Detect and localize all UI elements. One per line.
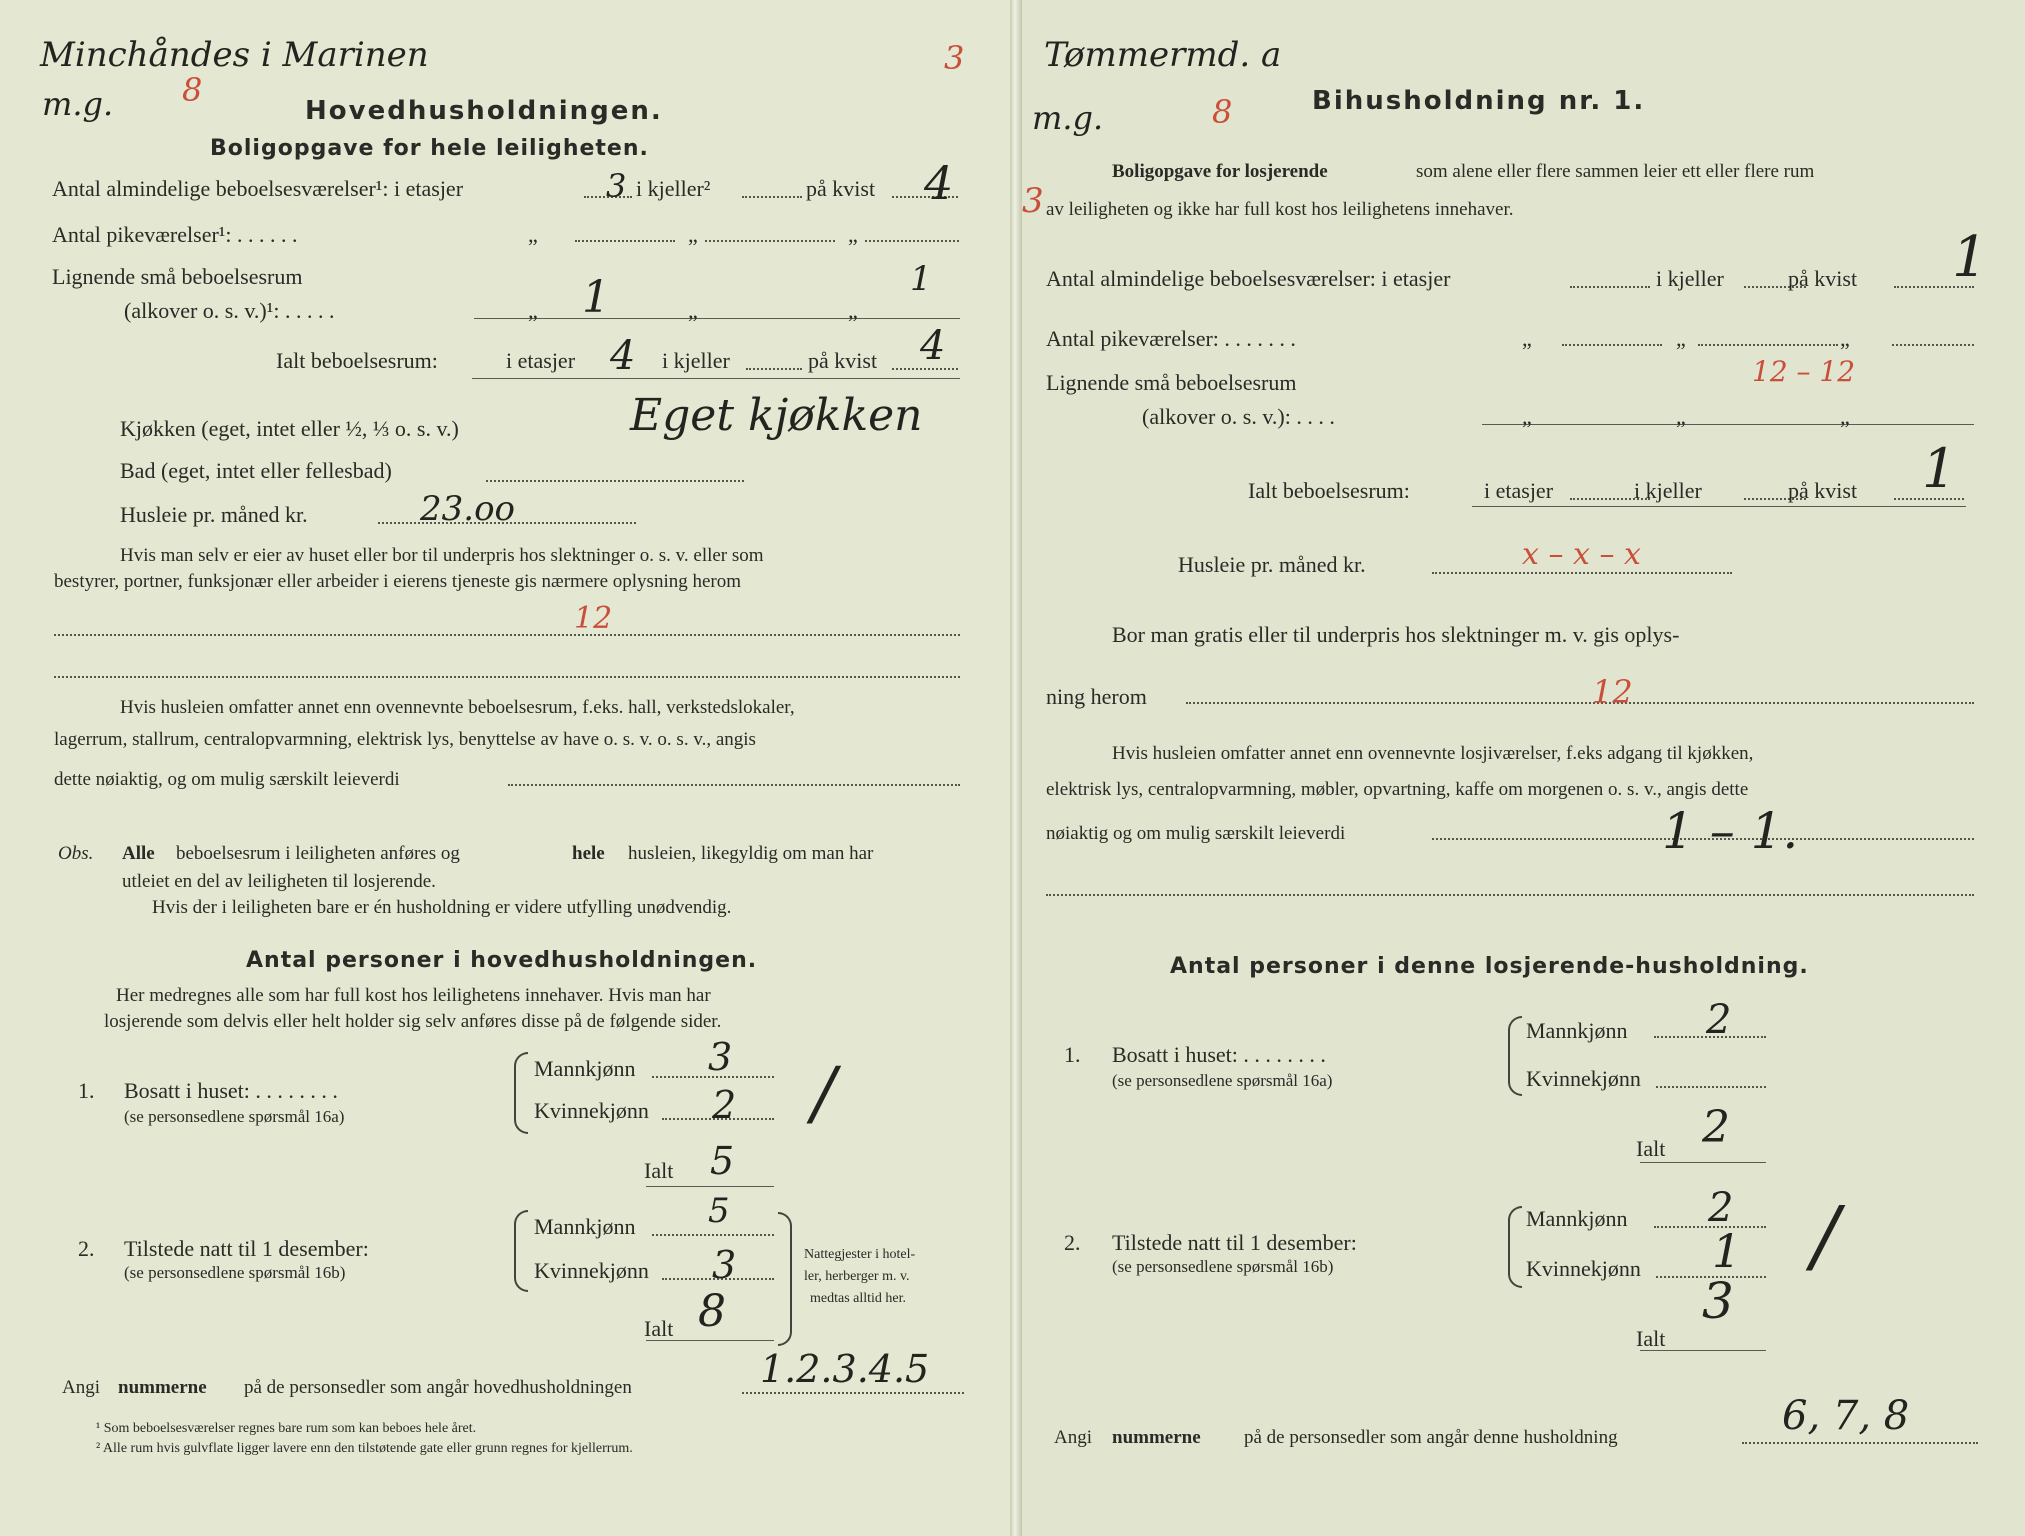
ditto-mark: „ [688,222,698,247]
kvist-label: på kvist [1788,478,1858,503]
alkover-sub-label: (alkover o. s. v.): . . . . [1142,404,1335,429]
handwritten-occupation: Minchåndes i Marinen [40,35,429,75]
extras-instructions: Hvis husleien omfatter annet enn ovennevnte beboelsesrum, f.eks. hall, verkstedslokaler, [120,697,795,718]
person-numbers-value: 6, 7, 8 [1782,1393,1910,1439]
female-label: Kvinnekjønn [1526,1066,1641,1091]
bath-label: Bad (eget, intet eller fellesbad) [120,458,392,483]
q2-check-mark: / [1812,1189,1839,1282]
q2-male-value: 2 [1708,1185,1734,1231]
total-rooms-label: Ialt beboelsesrum: [276,348,438,373]
relatives-code-value: 12 [1592,673,1633,711]
q1-female-value: 2 [712,1083,737,1127]
persons-instructions-2: losjerende som delvis eller helt holder sig selv anføres disse på de følgende sider. [104,1011,722,1032]
rent-label: Husleie pr. måned kr. [120,502,308,527]
kjeller-label: i kjeller [662,348,730,373]
angi-label: Angi [62,1377,100,1398]
obs-text-3: utleiet en del av leiligheten til losjerende. [122,871,436,892]
alkover-kvist-value: 1 [910,259,932,299]
q2-male-value: 5 [708,1191,730,1231]
person-numbers-value: 1.2.3.4.5 [760,1347,930,1391]
angi-text: på de personsedler som angår denne husholdning [1244,1427,1618,1448]
q1-label: Bosatt i huset: . . . . . . . . [1112,1042,1326,1067]
rooms-kvist-value: 4 [924,156,954,210]
q2-female-value: 3 [712,1243,737,1287]
kjeller-label: i kjeller [1656,266,1724,291]
female-label: Kvinnekjønn [534,1098,649,1123]
alkover-label: Lignende små beboelsesrum [1046,370,1297,395]
male-label: Mannkjønn [1526,1206,1628,1231]
guests-note-3: medtas alltid her. [810,1291,907,1306]
extras-instructions: Hvis husleien omfatter annet enn ovennevnte losjiværelser, f.eks adgang til kjøkken, [1112,743,1754,764]
total-rooms-label: Ialt beboelsesrum: [1248,478,1410,503]
q1-male-value: 2 [1706,997,1732,1043]
q1-number: 1. [78,1078,95,1103]
q1-sublabel: (se personsedlene spørsmål 16a) [124,1107,345,1126]
obs-text-4: Hvis der i leiligheten bare er én husholdning er videre utfylling unødvendig. [152,897,732,918]
extras-instructions-3: nøiaktig og om mulig særskilt leieverdi [1046,823,1346,844]
q2-sublabel: (se personsedlene spørsmål 16b) [124,1263,346,1282]
handwritten-mg: m.g. [42,85,114,123]
kjeller-label: i kjeller² [636,176,711,201]
kvist-label: på kvist [1788,266,1858,291]
left-page [0,0,1010,1536]
q1-male-value: 3 [708,1035,733,1079]
kitchen-label: Kjøkken (eget, intet eller ½, ⅓ o. s. v.) [120,416,459,441]
female-label: Kvinnekjønn [1526,1256,1641,1281]
ditto-mark: „ [848,222,858,247]
total-label: Ialt [1636,1136,1666,1161]
q2-label: Tilstede natt til 1 desember: [1112,1230,1357,1255]
obs-bold-alle: Alle [122,843,155,864]
obs-bold-hele: hele [572,843,605,864]
ditto-mark: „ [1840,404,1850,429]
ditto-mark: „ [528,298,538,323]
handwritten-occupation: Tømmermd. a [1044,35,1282,75]
male-label: Mannkjønn [534,1056,636,1081]
alkover-value: 12 – 12 [1752,355,1856,388]
ditto-mark: „ [1676,326,1686,351]
total-label: Ialt [644,1158,674,1183]
intro-bold: Boligopgave for losjerende [1112,161,1328,182]
kjeller-label: i kjeller [1634,478,1702,503]
male-label: Mannkjønn [534,1214,636,1239]
rent-label: Husleie pr. måned kr. [1178,552,1366,577]
obs-text: beboelsesrum i leiligheten anføres og [176,843,460,864]
ditto-mark: „ [1522,404,1532,429]
q1-number: 1. [1064,1042,1081,1067]
q1-total-value: 2 [1702,1102,1730,1153]
handwritten-8: 8 [1212,93,1233,131]
q2-right-brace [778,1212,792,1346]
page-title: Bihusholdning nr. 1. [1312,86,1646,116]
page-spine [1010,0,1022,1536]
q1-check-mark: / [812,1052,836,1134]
footnote-2: ² Alle rum hvis gulvflate ligger lavere enn den tilstøtende gate eller grunn regnes for kjellerrum. [96,1441,633,1456]
alkover-label: Lignende små beboelsesrum [52,264,303,289]
ditto-mark: „ [1676,404,1686,429]
etasjer-label: i etasjer [506,348,576,373]
kvist-label: på kvist [806,176,876,201]
footnote-1: ¹ Som beboelsesværelser regnes bare rum som kan beboes hele året. [96,1421,477,1436]
q2-total-value: 8 [698,1286,726,1337]
total-label: Ialt [644,1316,674,1341]
alkover-etasjer-value: 1 [582,272,610,323]
total-kvist-value: 1 [1922,437,1957,500]
q2-number: 2. [78,1236,95,1261]
q1-total-value: 5 [710,1139,735,1183]
guests-note-2: ler, herberger m. v. [804,1269,910,1284]
pike-label: Antal pikeværelser¹: . . . . . . [52,222,298,247]
q2-brace [1508,1206,1522,1288]
angi-bold: nummerne [1112,1427,1201,1448]
q2-female-value: 1 [1712,1224,1742,1278]
right-page [1022,0,2025,1536]
handwritten-3: 3 [1022,181,1044,221]
angi-bold: nummerne [118,1377,207,1398]
q1-brace [514,1052,528,1134]
handwritten-3: 3 [944,39,965,77]
rooms-label: Antal almindelige beboelsesværelser¹: i etasjer [52,176,464,201]
persons-instructions: Her medregnes alle som har full kost hos leilighetens innehaver. Hvis man har [116,985,711,1006]
pike-label: Antal pikeværelser: . . . . . . . [1046,326,1296,351]
q1-brace [1508,1016,1522,1096]
q2-number: 2. [1064,1230,1081,1255]
etasjer-label: i etasjer [1484,478,1554,503]
q2-label: Tilstede natt til 1 desember: [124,1236,369,1261]
ditto-mark: „ [688,298,698,323]
angi-text: på de personsedler som angår hovedhusholdningen [244,1377,632,1398]
owner-code-value: 12 [574,601,613,636]
q1-sublabel: (se personsedlene spørsmål 16a) [1112,1071,1333,1090]
page-subtitle: Boligopgave for hele leiligheten. [210,136,649,161]
obs-label: Obs. [58,843,94,864]
persons-title: Antal personer i denne losjerende-husholdning. [1170,954,1809,979]
q2-total-value: 3 [1702,1272,1734,1330]
persons-title: Antal personer i hovedhusholdningen. [246,948,758,973]
intro-text: som alene eller flere sammen leier ett eller flere rum [1416,161,1815,182]
relatives-instructions-2: ning herom [1046,684,1147,709]
male-label: Mannkjønn [1526,1018,1628,1043]
total-label: Ialt [1636,1326,1666,1351]
total-kvist-value: 4 [920,323,946,369]
rent-value: 23.oo [420,489,516,529]
ditto-mark: „ [1522,326,1532,351]
relatives-instructions: Bor man gratis eller til underpris hos slektninger m. v. gis oplys- [1112,622,1680,647]
kvist-label: på kvist [808,348,878,373]
rooms-kvist-value: 1 [1952,225,1988,290]
ditto-mark: „ [528,222,538,247]
extras-instructions-2: elektrisk lys, centralopvarmning, møbler, opvartning, kaffe om morgenen o. s. v., angis dette [1046,779,1749,800]
obs-text-2: husleien, likegyldig om man har [628,843,874,864]
extras-value: 1 – 1. [1662,802,1799,860]
q2-sublabel: (se personsedlene spørsmål 16b) [1112,1257,1334,1276]
ditto-mark: „ [848,298,858,323]
angi-label: Angi [1054,1427,1092,1448]
rooms-label: Antal almindelige beboelsesværelser: i etasjer [1046,266,1451,291]
rooms-etasjer-value: 3 [606,167,627,205]
q2-brace [514,1210,528,1292]
rent-value: x – x – x [1522,537,1641,572]
owner-instructions-2: bestyrer, portner, funksjonær eller arbeider i eierens tjeneste gis nærmere oplysning herom [54,571,742,592]
owner-instructions: Hvis man selv er eier av huset eller bor til underpris hos slektninger o. s. v. eller som [120,545,764,566]
handwritten-mg: m.g. [1032,99,1104,137]
extras-instructions-2: lagerrum, stallrum, centralopvarmning, elektrisk lys, benyttelse av have o. s. v. o. s. v., angis [54,729,756,750]
intro-text-2: av leiligheten og ikke har full kost hos leilighetens innehaver. [1046,199,1514,220]
kitchen-value: Eget kjøkken [630,390,923,441]
q1-label: Bosatt i huset: . . . . . . . . [124,1078,338,1103]
guests-note: Nattegjester i hotel- [804,1247,916,1262]
female-label: Kvinnekjønn [534,1258,649,1283]
alkover-sub-label: (alkover o. s. v.)¹: . . . . . [124,298,335,323]
total-etasjer-value: 4 [610,333,636,379]
ditto-mark: „ [1840,326,1850,351]
handwritten-8: 8 [182,71,203,109]
page-title: Hovedhusholdningen. [305,96,663,126]
extras-instructions-3: dette nøiaktig, og om mulig særskilt leieverdi [54,769,400,790]
